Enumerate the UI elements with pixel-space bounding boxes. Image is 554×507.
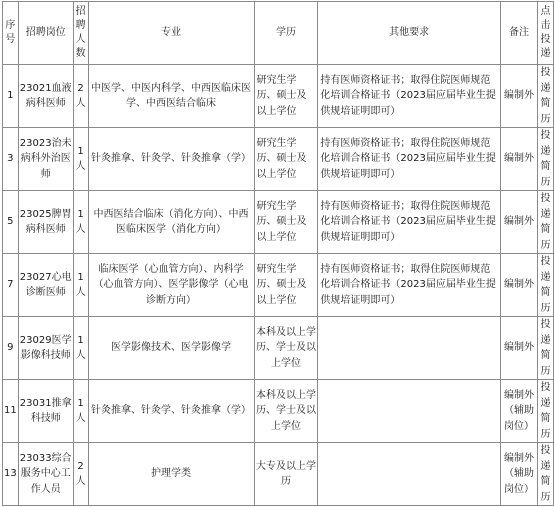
cell-education: 研究生学历、硕士及以上学位 xyxy=(254,65,318,128)
header-row xyxy=(3,2,554,65)
cell-remarks: 编制外（辅助岗位） xyxy=(500,443,537,506)
cell-count: 1人 xyxy=(73,191,88,254)
cell-major: 针灸推拿、针灸学、针灸推拿（学） xyxy=(88,128,254,191)
cell-seq: 1 xyxy=(3,65,19,128)
cell-position: 23027心电诊断医师 xyxy=(18,254,73,317)
header-count: 招聘人数 xyxy=(73,2,88,65)
cell-major: 中西医结合临床（消化方向）、中西医临床医学（消化方向） xyxy=(88,191,254,254)
cell-position: 23023治未病科外治医师 xyxy=(18,128,73,191)
recruitment-table xyxy=(2,1,554,506)
cell-remarks: 编制外 xyxy=(500,128,537,191)
cell-major: 医学影像技术、医学影像学 xyxy=(88,317,254,380)
apply-link[interactable]: 投递简历 xyxy=(538,443,554,506)
cell-education: 研究生学历、硕士及以上学位 xyxy=(254,254,318,317)
cell-position: 23029医学影像科技师 xyxy=(18,317,73,380)
cell-education: 大专及以上学历 xyxy=(254,443,318,506)
apply-link[interactable]: 投递简历 xyxy=(538,191,554,254)
table-row xyxy=(3,443,554,506)
table-row xyxy=(3,191,554,254)
cell-requirements xyxy=(318,443,500,506)
cell-major: 护理学类 xyxy=(88,443,254,506)
cell-count: 2人 xyxy=(73,65,88,128)
cell-education: 研究生学历、硕士及以上学位 xyxy=(254,191,318,254)
cell-position: 23025脾胃病科医师 xyxy=(18,191,73,254)
cell-position: 23021血液病科医师 xyxy=(18,65,73,128)
apply-link[interactable]: 投递简历 xyxy=(538,380,554,443)
table-row xyxy=(3,254,554,317)
cell-remarks: 编制外 xyxy=(500,191,537,254)
cell-seq: 11 xyxy=(3,380,19,443)
cell-requirements: 持有医师资格证书；取得住院医师规范化培训合格证书（2023届应届毕业生提供规培证明即可） xyxy=(318,128,500,191)
table-row xyxy=(3,317,554,380)
cell-requirements: 持有医师资格证书；取得住院医师规范化培训合格证书（2023届应届毕业生提供规培证明即可） xyxy=(318,65,500,128)
cell-position: 23031推拿科技师 xyxy=(18,380,73,443)
cell-remarks: 编制外 xyxy=(500,65,537,128)
apply-link[interactable]: 投递简历 xyxy=(538,254,554,317)
cell-seq: 5 xyxy=(3,191,19,254)
apply-link[interactable]: 投递简历 xyxy=(538,317,554,380)
cell-education: 本科及以上学历、学士及以上学位 xyxy=(254,317,318,380)
cell-requirements: 持有医师资格证书；取得住院医师规范化培训合格证书（2023届应届毕业生提供规培证明即可） xyxy=(318,191,500,254)
cell-requirements xyxy=(318,317,500,380)
cell-remarks: 编制外 xyxy=(500,317,537,380)
cell-count: 2人 xyxy=(73,443,88,506)
cell-count: 1人 xyxy=(73,128,88,191)
cell-remarks: 编制外 xyxy=(500,254,537,317)
cell-count: 1人 xyxy=(73,317,88,380)
table-row xyxy=(3,380,554,443)
table-row xyxy=(3,128,554,191)
cell-count: 1人 xyxy=(73,380,88,443)
cell-education: 研究生学历、硕士及以上学位 xyxy=(254,128,318,191)
cell-remarks: 编制外（辅助岗位） xyxy=(500,380,537,443)
header-requirements: 其他要求 xyxy=(318,2,500,65)
cell-seq: 3 xyxy=(3,128,19,191)
cell-major: 临床医学（心血管方向）、内科学（心血管方向）、医学影像学（心电诊断方向） xyxy=(88,254,254,317)
cell-requirements: 持有医师资格证书；取得住院医师规范化培训合格证书（2023届应届毕业生提供规培证明即可） xyxy=(318,254,500,317)
cell-major: 针灸推拿、针灸学、针灸推拿（学） xyxy=(88,380,254,443)
header-remarks: 备注 xyxy=(500,2,537,65)
apply-link[interactable]: 投递简历 xyxy=(538,65,554,128)
cell-seq: 7 xyxy=(3,254,19,317)
header-apply: 点击投递 xyxy=(538,2,554,65)
header-seq: 序号 xyxy=(3,2,19,65)
cell-education: 本科及以上学历、学士及以上学位 xyxy=(254,380,318,443)
cell-seq: 9 xyxy=(3,317,19,380)
cell-seq: 13 xyxy=(3,443,19,506)
table-row xyxy=(3,65,554,128)
cell-requirements xyxy=(318,380,500,443)
cell-count: 1人 xyxy=(73,254,88,317)
cell-major: 中医学、中医内科学、中西医临床医学、中西医结合临床 xyxy=(88,65,254,128)
header-position: 招聘岗位 xyxy=(18,2,73,65)
header-education: 学历 xyxy=(254,2,318,65)
apply-link[interactable]: 投递简历 xyxy=(538,128,554,191)
cell-position: 23033综合服务中心工作人员 xyxy=(18,443,73,506)
header-major: 专业 xyxy=(88,2,254,65)
